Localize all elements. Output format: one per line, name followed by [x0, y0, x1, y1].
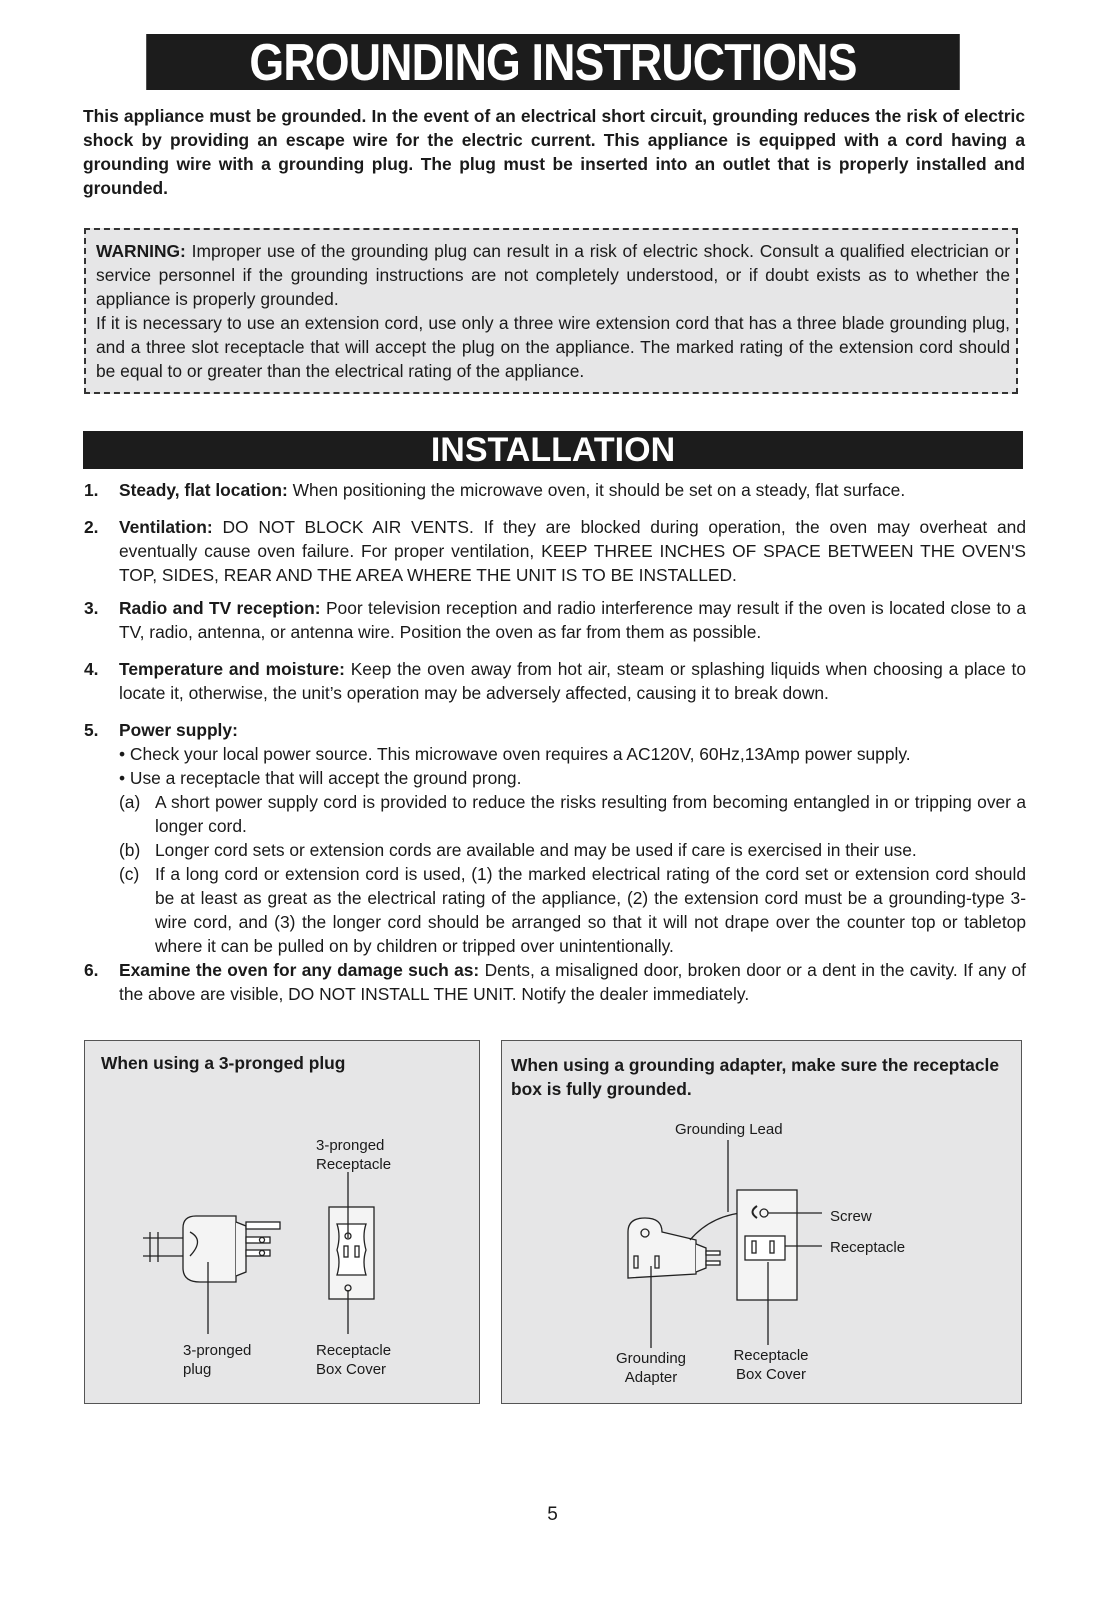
item-title: Radio and TV reception:: [119, 598, 321, 618]
item-title: Ventilation:: [119, 517, 213, 537]
page-title: GROUNDING INSTRUCTIONS: [146, 34, 960, 90]
label-grounding-lead: Grounding Lead: [675, 1121, 783, 1138]
bullet-item: • Use a receptacle that will accept the ground prong.: [119, 768, 522, 788]
item-number: 5.: [84, 720, 99, 740]
label-grounding-adapter-1: Grounding: [615, 1350, 687, 1367]
sub-tag: (c): [119, 864, 140, 884]
label-receptacle-box-cover-2: Box Cover: [316, 1361, 387, 1378]
label-receptacle-box-cover-1: Receptacle: [316, 1342, 392, 1359]
sub-text: Longer cord sets or extension cords are available and may be used if care is exercised in their use.: [155, 840, 917, 860]
item-text: Poor television reception and radio interference may result if the oven is located close to a TV, radio, antenna, or antenna wire. Position the oven as far from them as possible.: [119, 598, 1026, 642]
item-title: Power supply:: [119, 720, 238, 740]
figure-title-right: When using a grounding adapter, make sure the receptacle box is fully grounded.: [511, 1055, 1000, 1099]
label-3-pronged-plug-1: 3-pronged: [183, 1342, 252, 1359]
item-number: 6.: [84, 960, 99, 980]
sub-text: A short power supply cord is provided to reduce the risks resulting from becoming entangled in or tripping over a longer cord.: [155, 792, 1026, 836]
page-number: 5: [547, 1504, 558, 1525]
label-3-pronged-plug-2: plug: [183, 1361, 212, 1378]
sub-tag: (b): [119, 840, 141, 860]
item-text: Dents, a misaligned door, broken door or a dent in the cavity. If any of the above are visible, DO NOT INSTALL THE UNIT. Notify the dealer immediately.: [119, 960, 1026, 1004]
sub-text: If a long cord or extension cord is used, (1) the marked electrical rating of the cord set or extension cord should be at least as great as the electrical rating of the appliance, (2) the extension cord must be a grounding-type 3-wire cord, and (3) the longer cord should be arranged so that it will not drape over the counter top or tabletop where it can be pulled on by children or tripped over unintentionally.: [155, 864, 1026, 956]
installation-title: INSTALLATION: [83, 431, 1023, 469]
item-text: DO NOT BLOCK AIR VENTS. If they are blocked during operation, the oven may overheat and eventually cause oven failure. For proper ventilation, KEEP THREE INCHES OF SPACE BETWEEN THE OVEN'S TOP, SIDES, REAR AND THE AREA WHERE THE UNIT IS TO BE INSTALLED.: [119, 517, 1026, 585]
warning-text-2: If it is necessary to use an extension cord, use only a three wire extension cord that has a three blade grounding plug, and a three slot receptacle that will accept the plug on the appliance. The marked rating of the extension cord should be equal to or greater than the electrical rating of the appliance.: [96, 313, 1010, 381]
label-receptacle: Receptacle: [830, 1239, 906, 1256]
warning-label: WARNING:: [96, 241, 186, 261]
item-title: Examine the oven for any damage such as:: [119, 960, 480, 980]
item-number: 3.: [84, 598, 99, 618]
item-number: 4.: [84, 659, 99, 679]
item-title: Steady, flat location:: [119, 480, 288, 500]
label-grounding-adapter-2: Adapter: [624, 1369, 678, 1386]
item-text: Keep the oven away from hot air, steam or splashing liquids when choosing a place to locate it, otherwise, the unit’s operation may be adversely affected, causing it to break down.: [119, 659, 1026, 703]
item-number: 2.: [84, 517, 99, 537]
label-3-pronged-receptacle-1: 3-pronged: [316, 1137, 385, 1154]
bullet-item: • Check your local power source. This microwave oven requires a AC120V, 60Hz,13Amp power supply.: [119, 744, 911, 764]
figure-title-left: When using a 3-pronged plug: [101, 1053, 346, 1073]
label-right-box-cover-2: Box Cover: [735, 1366, 807, 1383]
label-screw: Screw: [830, 1208, 872, 1225]
intro-paragraph: This appliance must be grounded. In the event of an electrical short circuit, grounding reduces the risk of electric shock by providing an escape wire for the electric current. This appliance is equipped with a cord having a grounding wire with a grounding plug. The plug must be inserted into an outlet that is properly installed and grounded.: [83, 106, 1025, 198]
label-3-pronged-receptacle-2: Receptacle: [316, 1156, 392, 1173]
item-text: When positioning the microwave oven, it should be set on a steady, flat surface.: [287, 480, 906, 500]
label-right-box-cover-1: Receptacle: [733, 1347, 809, 1364]
item-title: Temperature and moisture:: [119, 659, 345, 679]
sub-tag: (a): [119, 792, 141, 812]
warning-text-1: Improper use of the grounding plug can result in a risk of electric shock. Consult a qualified electrician or service personnel if the grounding instructions are not completely understood, or if doubt exists as to whether the appliance is properly grounded.: [96, 241, 1010, 309]
item-number: 1.: [84, 480, 99, 500]
